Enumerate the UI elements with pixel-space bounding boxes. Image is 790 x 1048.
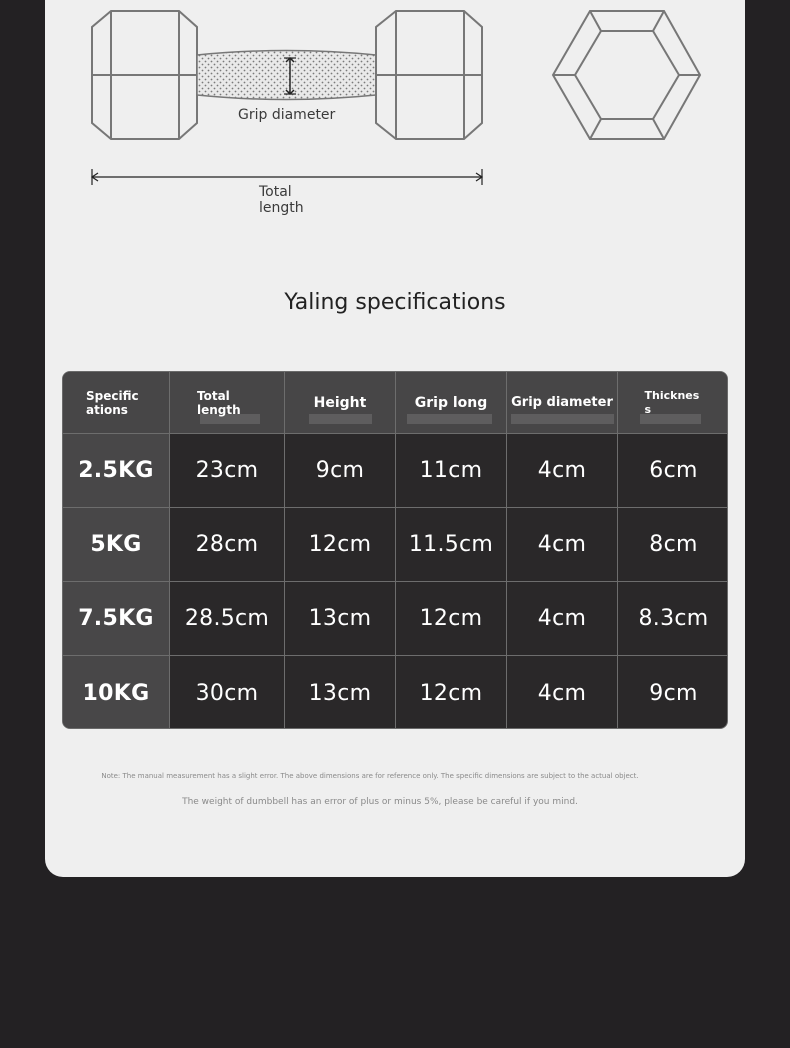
cell-total-length: 28.5cm	[170, 582, 285, 656]
length-arrow-icon	[92, 169, 482, 185]
cell-thickness: 8.3cm	[618, 582, 728, 656]
cell-height: 13cm	[285, 656, 396, 729]
cell-total-length: 23cm	[170, 434, 285, 508]
row-spec: 10KG	[63, 656, 170, 729]
cell-grip-long: 11.5cm	[396, 508, 507, 582]
cell-grip-long: 12cm	[396, 656, 507, 729]
cell-height: 9cm	[285, 434, 396, 508]
cell-grip-diameter: 4cm	[507, 582, 618, 656]
header-thickness: Thicknes s	[618, 372, 728, 434]
cell-total-length: 30cm	[170, 656, 285, 729]
cell-thickness: 8cm	[618, 508, 728, 582]
header-height: Height	[285, 372, 396, 434]
cell-height: 13cm	[285, 582, 396, 656]
left-head-icon	[92, 11, 197, 139]
hexagon-end-icon	[553, 11, 700, 139]
spec-table	[62, 371, 728, 729]
total-length-label-line1: Total	[259, 184, 292, 200]
dumbbell-diagram	[0, 0, 790, 240]
cell-grip-diameter: 4cm	[507, 656, 618, 729]
cell-thickness: 9cm	[649, 680, 698, 706]
table-header-row	[63, 372, 728, 434]
header-grip-diameter: Grip diameter	[507, 372, 618, 434]
grip-bar-icon	[197, 51, 376, 100]
cell-grip-diameter: 4cm	[507, 434, 618, 508]
weight-note: The weight of dumbbell has an error of plus or minus 5%, please be careful if you mind.	[182, 797, 578, 807]
cell-grip-long: 12cm	[396, 582, 507, 656]
measurement-note: Note: The manual measurement has a slight error. The above dimensions are for reference only. The specific dimensions are subject to the actual object.	[101, 772, 639, 780]
cell-total-length: 28cm	[170, 508, 285, 582]
cell-height: 12cm	[285, 508, 396, 582]
header-grip-long: Grip long	[396, 372, 507, 434]
row-spec: 2.5KG	[63, 434, 170, 508]
row-spec: 5KG	[63, 508, 170, 582]
table-row	[63, 508, 728, 582]
header-specifications: Specific ations	[63, 372, 170, 434]
grip-diameter-label: Grip diameter	[238, 107, 336, 123]
row-spec: 7.5KG	[63, 582, 170, 656]
header-total-length: Total length	[170, 372, 285, 434]
total-length-label-line2: length	[259, 200, 304, 216]
cell-grip-diameter: 4cm	[507, 508, 618, 582]
cell-thickness: 6cm	[618, 434, 728, 508]
right-head-icon	[376, 11, 482, 139]
table-row	[63, 656, 728, 729]
cell-grip-long: 11cm	[396, 434, 507, 508]
page-title: Yaling specifications	[284, 290, 506, 315]
table-row	[63, 434, 728, 508]
table-row	[63, 582, 728, 656]
